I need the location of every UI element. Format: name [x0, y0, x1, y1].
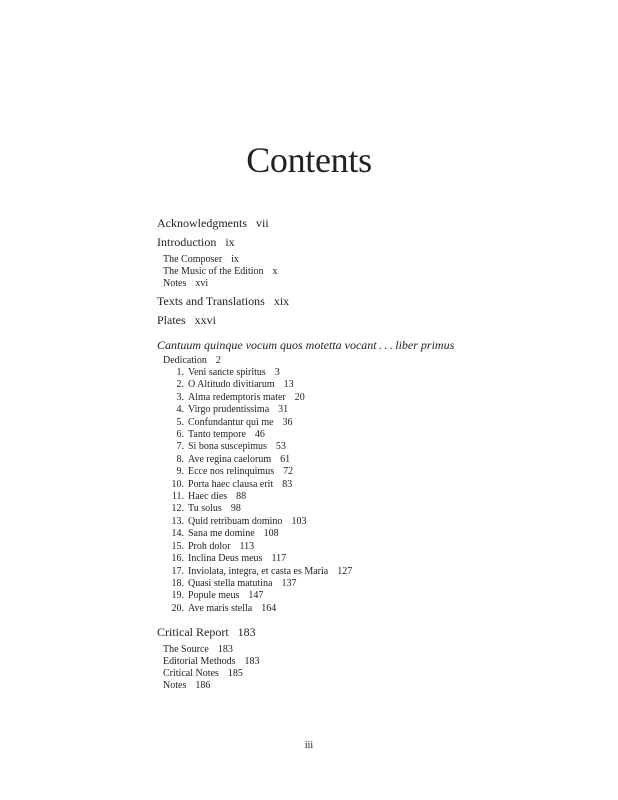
toc-entry-label: Haec dies	[188, 491, 228, 503]
toc-entry-page: 108	[263, 528, 279, 540]
toc-motet-entry	[157, 566, 577, 578]
toc-motet-entry	[157, 454, 577, 466]
toc-entry-page: 36	[282, 416, 293, 428]
page-number: iii	[304, 740, 314, 751]
toc-subentry-music-of-edition	[157, 266, 577, 278]
motet-number: 15.	[171, 540, 184, 552]
toc-motet-entry	[157, 404, 577, 416]
toc-motet-entry	[157, 392, 577, 404]
toc-entry-label: Notes	[163, 680, 187, 692]
toc-subentry-notes	[157, 278, 577, 290]
toc-entry-page: 53	[275, 441, 286, 453]
toc-motet-entry	[157, 603, 577, 615]
toc-entry-label: Inviolata, integra, et casta es Maria	[188, 565, 329, 577]
toc-entry-label: Ave maris stella	[188, 602, 253, 614]
toc-entry-page: 147	[248, 590, 264, 602]
motet-number: 8.	[176, 453, 184, 465]
toc-entry-page: ix	[225, 235, 235, 249]
toc-entry-label: O Altitudo divitiarum	[188, 379, 275, 391]
toc-motet-entry	[157, 578, 577, 590]
motet-number: 11.	[171, 491, 184, 503]
toc-entry-label: Quasi stella matutina	[188, 577, 273, 589]
toc-motet-entry	[157, 367, 577, 379]
motet-number: 1.	[176, 367, 184, 378]
toc-entry-label: Popule meus	[188, 590, 240, 602]
toc-entry-label: Inclina Deus meus	[188, 553, 263, 565]
toc-entry-label: Introduction	[157, 235, 217, 249]
toc-entry-label: Acknowledgments	[157, 216, 247, 230]
toc-motet-entry	[157, 516, 577, 528]
toc-entry-page: 46	[254, 429, 265, 441]
motet-number: 6.	[176, 429, 184, 441]
toc-entry-page: 164	[261, 602, 277, 614]
toc-motet-entry	[157, 466, 577, 478]
toc-entry-page: 2	[215, 355, 221, 366]
toc-entry-label: The Source	[163, 644, 209, 656]
toc-entry-label: Virgo prudentissima	[188, 404, 270, 416]
toc-entry-label: Critical Notes	[163, 668, 219, 680]
toc-entry-page: 117	[271, 553, 287, 565]
motet-number: 5.	[176, 416, 184, 428]
toc-entry-label: Tu solus	[188, 503, 222, 515]
toc-entry-label: Critical Report	[157, 625, 229, 640]
toc-entry-page: 31	[278, 404, 289, 416]
toc-entry-texts-translations	[157, 294, 577, 309]
toc-entry-label: Alma redemptoris mater	[188, 391, 286, 403]
toc-motet-entry	[157, 379, 577, 391]
toc-entry-label: Ecce nos relinquimus	[188, 466, 275, 478]
motet-number: 7.	[176, 441, 184, 453]
toc-entry-page: 137	[281, 577, 297, 589]
toc-entry-page: xix	[273, 294, 290, 308]
toc-entry-introduction	[157, 235, 577, 250]
toc-entry-page: vii	[255, 216, 269, 230]
toc-motet-entry	[157, 479, 577, 491]
toc-motet-entry	[157, 528, 577, 540]
toc-entry-label: Veni sancte spiritus	[188, 367, 266, 378]
toc-subentry-the-composer	[157, 254, 577, 266]
toc-subentry-dedication	[157, 355, 577, 367]
toc-entry-page: 103	[291, 515, 307, 527]
toc-entry-page: xxvi	[194, 313, 217, 327]
toc-subentry-critical-notes	[157, 668, 577, 680]
motet-number: 20.	[171, 602, 184, 614]
toc-motet-entry	[157, 541, 577, 553]
motet-number: 9.	[176, 466, 184, 478]
toc-entry-label: Si bona suscepimus	[188, 441, 267, 453]
toc-entry-page: 183	[237, 625, 256, 640]
toc-entry-label: Proh dolor	[188, 540, 231, 552]
toc-entry-page: 13	[283, 379, 294, 391]
toc-entry-critical-report	[157, 625, 577, 640]
toc-entry-page: 72	[283, 466, 294, 478]
toc-motet-entry	[157, 503, 577, 515]
motet-number: 18.	[171, 577, 184, 589]
toc-entry-page: 113	[239, 540, 255, 552]
toc-entry-label: Tanto tempore	[188, 429, 246, 441]
toc-entry-label: Texts and Translations	[157, 294, 265, 308]
toc-entry-page: 98	[230, 503, 241, 515]
toc-motet-entry	[157, 553, 577, 565]
page-title: Contents	[246, 140, 372, 180]
toc-entry-page: 127	[337, 565, 353, 577]
motet-number: 4.	[176, 404, 184, 416]
motet-number: 3.	[176, 391, 184, 403]
toc-entry-page: 61	[280, 453, 291, 465]
toc-entry-label: Quid retribuam domino	[188, 515, 283, 527]
toc-entry-page: 88	[236, 491, 247, 503]
toc-entry-label: Notes	[163, 278, 187, 289]
toc-entry-label: The Composer	[163, 254, 223, 265]
motet-number: 10.	[171, 478, 184, 490]
toc-entry-label: Porta haec clausa erit	[188, 478, 274, 490]
toc-entry-page: 186	[195, 680, 211, 692]
table-of-contents	[157, 216, 577, 692]
toc-entry-page: x	[272, 266, 278, 277]
motet-number: 12.	[171, 503, 184, 515]
toc-motet-entry	[157, 441, 577, 453]
toc-motet-entry	[157, 491, 577, 503]
toc-subentry-editorial-methods	[157, 656, 577, 668]
toc-entry-label: Plates	[157, 313, 186, 327]
toc-entry-plates	[157, 313, 577, 328]
toc-subentry-the-source	[157, 644, 577, 656]
toc-entry-page: 3	[274, 367, 280, 378]
toc-entry-page: xvi	[195, 278, 209, 289]
motet-number: 19.	[171, 590, 184, 602]
toc-entry-label: The Music of the Edition	[163, 266, 264, 277]
toc-motet-entry	[157, 429, 577, 441]
toc-entry-page: 185	[227, 668, 243, 680]
toc-entry-label: Dedication	[163, 355, 207, 366]
toc-entry-page: ix	[231, 254, 239, 265]
toc-motet-entry	[157, 590, 577, 602]
toc-entry-page: 183	[244, 656, 260, 668]
toc-entry-label: Sana me domine	[188, 528, 255, 540]
motet-number: 2.	[176, 379, 184, 391]
toc-subentry-notes	[157, 680, 577, 692]
toc-entry-acknowledgments	[157, 216, 577, 231]
toc-entry-page: 183	[217, 644, 233, 656]
motet-number: 13.	[171, 515, 184, 527]
collection-title: Cantuum quinque vocum quos motetta vocant . . . liber primus	[157, 338, 455, 352]
toc-entry-label: Ave regina caelorum	[188, 453, 272, 465]
motet-number: 17.	[171, 565, 184, 577]
toc-entry-label: Editorial Methods	[163, 656, 236, 668]
toc-entry-page: 20	[294, 391, 305, 403]
motet-list	[157, 367, 577, 615]
motet-number: 16.	[171, 553, 184, 565]
toc-entry-label: Confundantur qui me	[188, 416, 274, 428]
motet-number: 14.	[171, 528, 184, 540]
toc-motet-entry	[157, 417, 577, 429]
toc-entry-page: 83	[282, 478, 293, 490]
